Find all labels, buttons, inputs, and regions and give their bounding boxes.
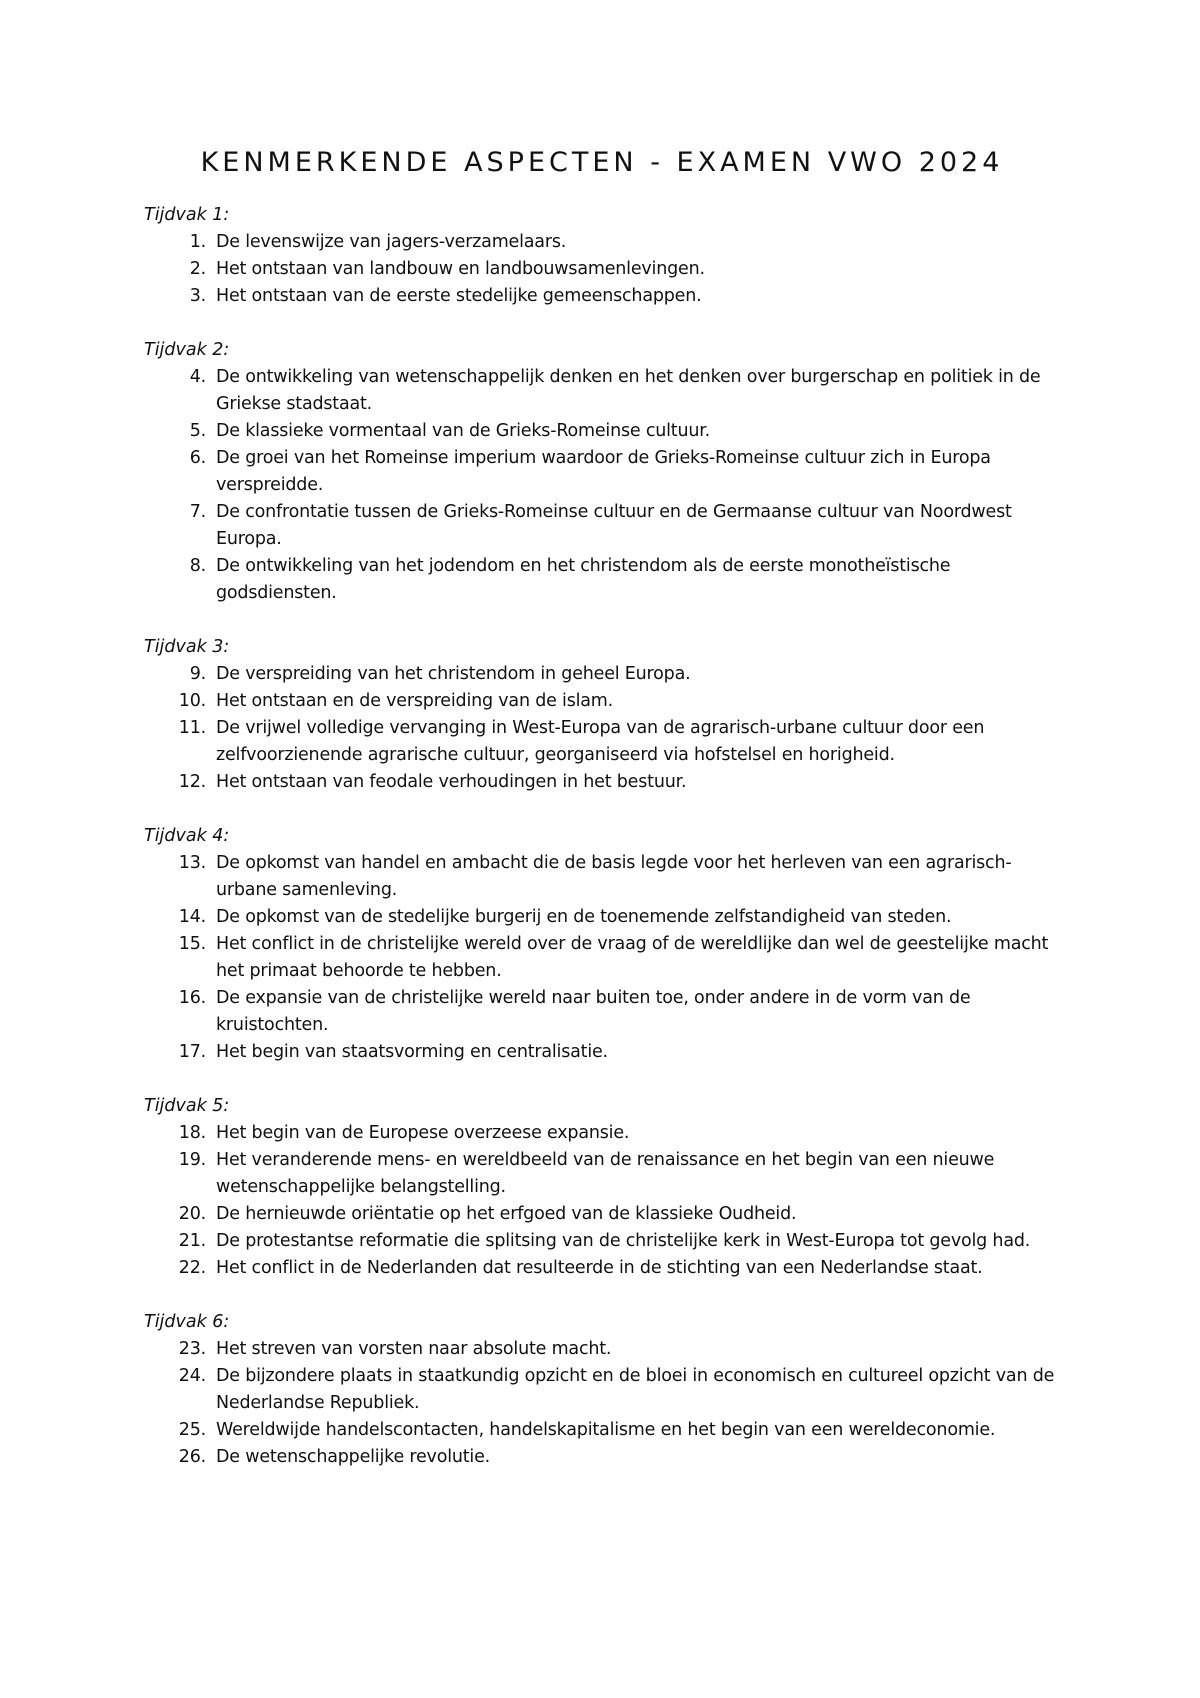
item-number: 16.	[178, 988, 206, 1008]
item-text: De levenswijze van jagers-verzamelaars.	[216, 232, 567, 252]
list-item	[144, 1147, 1060, 1201]
item-text: Het ontstaan en de verspreiding van de islam.	[216, 691, 614, 711]
list-item	[144, 931, 1060, 985]
item-text: De expansie van de christelijke wereld naar buiten toe, onder andere in de vorm van de kruistochten.	[216, 988, 971, 1035]
tijdvak-section	[144, 1309, 1060, 1471]
item-text: De protestantse reformatie die splitsing van de christelijke kerk in West-Europa tot gevolg had.	[216, 1231, 1031, 1251]
list-item	[144, 688, 1060, 715]
item-number: 7.	[189, 502, 206, 522]
item-text: Het ontstaan van de eerste stedelijke gemeenschappen.	[216, 286, 702, 306]
tijdvak-section	[144, 1093, 1060, 1282]
item-number: 17.	[178, 1042, 206, 1062]
item-text: Het begin van staatsvorming en centralisatie.	[216, 1042, 608, 1062]
list-item	[144, 715, 1060, 769]
item-number: 23.	[178, 1339, 206, 1359]
section-heading: Tijdvak 5:	[144, 1096, 230, 1116]
list-item	[144, 1444, 1060, 1471]
tijdvak-section	[144, 634, 1060, 796]
item-text: Het conflict in de Nederlanden dat resulteerde in de stichting van een Nederlandse staat.	[216, 1258, 983, 1278]
item-text: Het begin van de Europese overzeese expansie.	[216, 1123, 630, 1143]
item-text: Het streven van vorsten naar absolute macht.	[216, 1339, 612, 1359]
item-number: 14.	[178, 907, 206, 927]
item-number: 2.	[189, 259, 206, 279]
item-text: Het ontstaan van feodale verhoudingen in het bestuur.	[216, 772, 687, 792]
list-item	[144, 1120, 1060, 1147]
item-number: 6.	[189, 448, 206, 468]
item-text: Het conflict in de christelijke wereld over de vraag of de wereldlijke dan wel de geestelijke macht het primaat behoorde te hebben.	[216, 934, 1049, 981]
list-item	[144, 769, 1060, 796]
list-item	[144, 1255, 1060, 1282]
aspect-list	[144, 229, 1060, 310]
item-number: 15.	[178, 934, 206, 954]
item-text: De bijzondere plaats in staatkundig opzicht en de bloei in economisch en cultureel opzicht van de Nederlandse Republiek.	[216, 1366, 1055, 1413]
item-text: De opkomst van handel en ambacht die de basis legde voor het herleven van een agrarisch-urbane samenleving.	[216, 853, 1012, 900]
list-item	[144, 1363, 1060, 1417]
tijdvak-section	[144, 337, 1060, 607]
item-number: 11.	[178, 718, 206, 738]
aspect-list	[144, 850, 1060, 1066]
item-number: 8.	[189, 556, 206, 576]
item-number: 21.	[178, 1231, 206, 1251]
item-number: 22.	[178, 1258, 206, 1278]
aspect-list	[144, 364, 1060, 607]
item-text: Wereldwijde handelscontacten, handelskapitalisme en het begin van een wereldeconomie.	[216, 1420, 996, 1440]
item-number: 18.	[178, 1123, 206, 1143]
item-number: 19.	[178, 1150, 206, 1170]
list-item	[144, 418, 1060, 445]
section-heading: Tijdvak 3:	[144, 637, 230, 657]
list-item	[144, 256, 1060, 283]
item-number: 3.	[189, 286, 206, 306]
item-number: 13.	[178, 853, 206, 873]
item-number: 4.	[189, 367, 206, 387]
item-number: 10.	[178, 691, 206, 711]
item-number: 1.	[189, 232, 206, 252]
aspect-list	[144, 1120, 1060, 1282]
item-text: De vrijwel volledige vervanging in West-Europa van de agrarisch-urbane cultuur door een zelfvoorzienende agrarische cultuur, georganiseerd via hofstelsel en horigheid.	[216, 718, 985, 765]
tijdvak-section	[144, 202, 1060, 310]
list-item	[144, 499, 1060, 553]
item-text: De ontwikkeling van wetenschappelijk denken en het denken over burgerschap en politiek in de Griekse stadstaat.	[216, 367, 1041, 414]
item-text: De groei van het Romeinse imperium waardoor de Grieks-Romeinse cultuur zich in Europa verspreidde.	[216, 448, 991, 495]
list-item	[144, 1417, 1060, 1444]
list-item	[144, 1039, 1060, 1066]
item-text: Het ontstaan van landbouw en landbouwsamenlevingen.	[216, 259, 705, 279]
item-text: De verspreiding van het christendom in geheel Europa.	[216, 664, 691, 684]
item-number: 24.	[178, 1366, 206, 1386]
list-item	[144, 1228, 1060, 1255]
sections-container	[144, 202, 1060, 1471]
item-text: De wetenschappelijke revolutie.	[216, 1447, 491, 1467]
section-heading: Tijdvak 4:	[144, 826, 230, 846]
item-text: De opkomst van de stedelijke burgerij en de toenemende zelfstandigheid van steden.	[216, 907, 952, 927]
item-number: 20.	[178, 1204, 206, 1224]
aspect-list	[144, 1336, 1060, 1471]
item-text: Het veranderende mens- en wereldbeeld van de renaissance en het begin van een nieuwe wetenschappelijke belangstelling.	[216, 1150, 995, 1197]
list-item	[144, 229, 1060, 256]
item-number: 26.	[178, 1447, 206, 1467]
item-text: De hernieuwde oriëntatie op het erfgoed van de klassieke Oudheid.	[216, 1204, 797, 1224]
tijdvak-section	[144, 823, 1060, 1066]
section-heading: Tijdvak 6:	[144, 1312, 230, 1332]
item-text: De confrontatie tussen de Grieks-Romeinse cultuur en de Germaanse cultuur van Noordwest Europa.	[216, 502, 1012, 549]
list-item	[144, 553, 1060, 607]
document-title: KENMERKENDE ASPECTEN - EXAMEN VWO 2024	[200, 147, 1004, 178]
section-heading: Tijdvak 2:	[144, 340, 230, 360]
list-item	[144, 445, 1060, 499]
item-number: 25.	[178, 1420, 206, 1440]
list-item	[144, 904, 1060, 931]
item-number: 9.	[189, 664, 206, 684]
list-item	[144, 364, 1060, 418]
item-number: 12.	[178, 772, 206, 792]
list-item	[144, 661, 1060, 688]
item-text: De ontwikkeling van het jodendom en het christendom als de eerste monotheïstische godsdiensten.	[216, 556, 951, 603]
list-item	[144, 850, 1060, 904]
list-item	[144, 283, 1060, 310]
list-item	[144, 1336, 1060, 1363]
aspect-list	[144, 661, 1060, 796]
list-item	[144, 985, 1060, 1039]
list-item	[144, 1201, 1060, 1228]
item-number: 5.	[189, 421, 206, 441]
section-heading: Tijdvak 1:	[144, 205, 230, 225]
item-text: De klassieke vormentaal van de Grieks-Romeinse cultuur.	[216, 421, 711, 441]
